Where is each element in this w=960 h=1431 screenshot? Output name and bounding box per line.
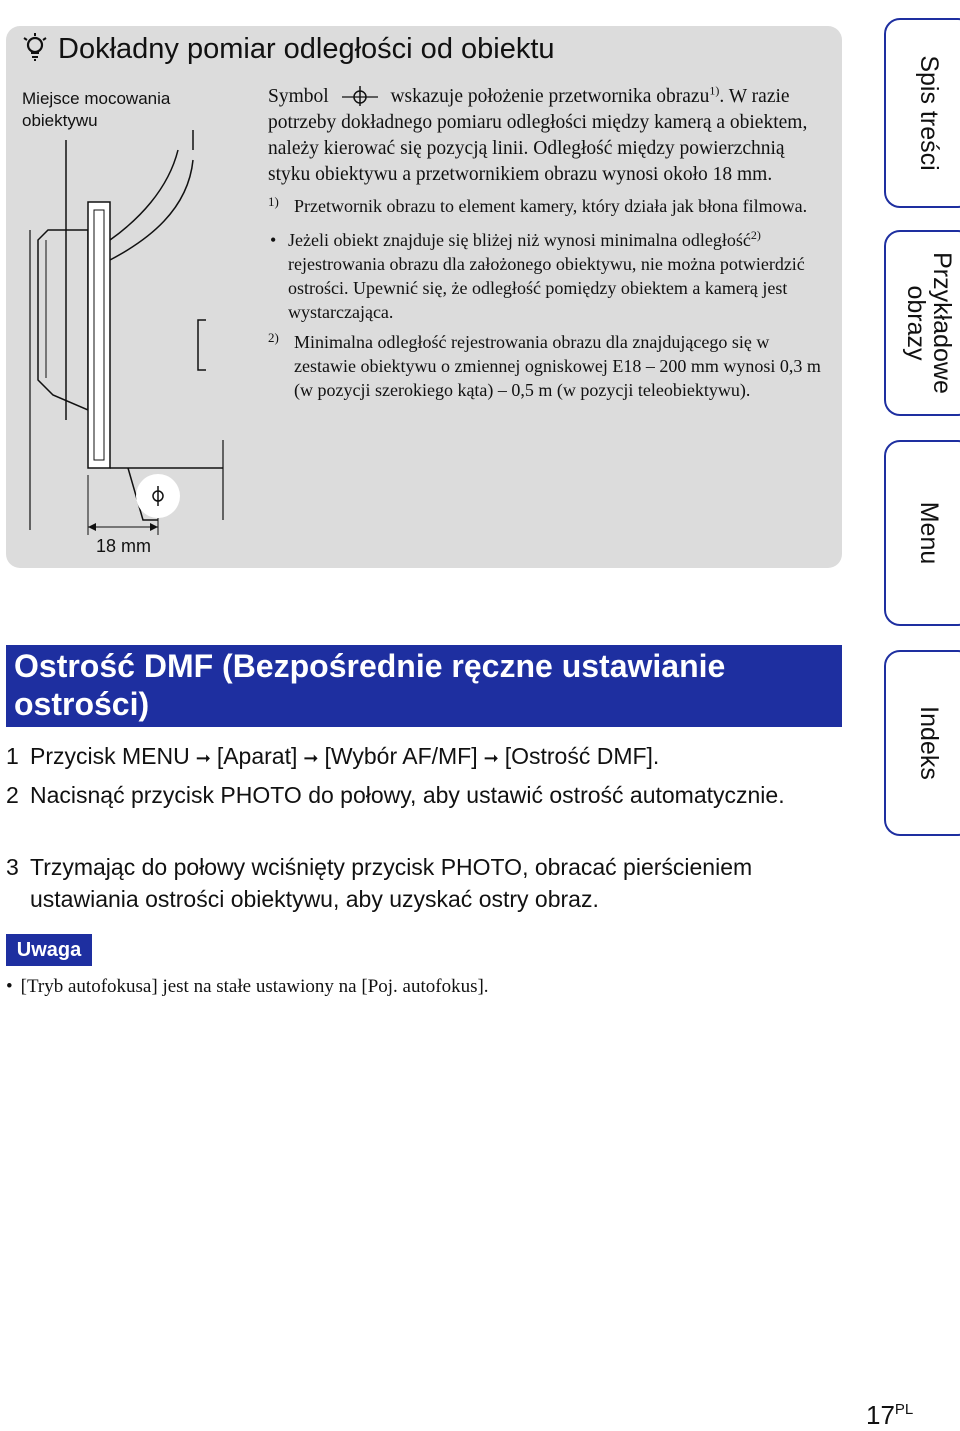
tab-sample-images[interactable]: [884, 230, 960, 416]
step-1-part: [Aparat]: [216, 743, 298, 769]
tab-menu[interactable]: [884, 440, 960, 626]
step-2: [6, 779, 836, 811]
note-item: [6, 974, 489, 1000]
arrow-right-icon: ➞: [303, 748, 319, 768]
tab-menu-label: Menu: [915, 501, 943, 565]
section-title: Ostrość DMF (Bezpośrednie ręczne ustawianie ostrości): [14, 648, 726, 722]
tip-paragraph-part2: . W razie potrzeby dokładnego pomiaru odległości między kamerą a obiektem, należy kierować się pozycją linii. Odległość między powierzchnią styku obiektywu a przetwornikiem obrazu wynosi około 18 mm.: [268, 86, 808, 185]
step-1: [6, 740, 836, 774]
page-number-value: 17: [866, 1400, 895, 1430]
symbol-word: Symbol: [268, 86, 329, 107]
footnote-2-mark: 2): [268, 330, 279, 345]
bullet-text-pre: Jeżeli obiekt znajduje się bliżej niż wynosi minimalna odległość: [288, 230, 751, 250]
footnote-1-text: Przetwornik obrazu to element kamery, który działa jak błona filmowa.: [294, 196, 808, 216]
tip-title-text: Dokładny pomiar odległości od obiektu: [58, 33, 555, 65]
page-number: [866, 1400, 913, 1431]
tab-sample-images-line2: obrazy: [902, 285, 930, 361]
footnote-ref-1: 1): [709, 83, 720, 98]
arrow-right-icon: ➞: [195, 748, 211, 768]
tip-title: [22, 32, 555, 70]
lightbulb-icon: [22, 32, 48, 70]
step-1-part: [Ostrość DMF].: [504, 743, 660, 769]
bullet-dot: •: [270, 230, 277, 250]
arrow-right-icon: ➞: [483, 748, 499, 768]
tip-paragraph: [268, 84, 823, 188]
footnote-2-text: Minimalna odległość rejestrowania obrazu dla znajdującego się w zestawie obiektywu o zmiennej ogniskowej E18 – 200 mm wynosi 0,3 m (w pozycji szerokiego kąta) – 0,5 m (w pozycji teleobiektywu).: [294, 332, 821, 400]
note-badge: Uwaga: [6, 934, 92, 966]
step-number: 3: [6, 854, 19, 880]
lens-mount-label: Miejsce mocowania obiektywu: [22, 89, 171, 130]
camera-lens-diagram: [18, 130, 248, 570]
note-item-text: [Tryb autofokusa] jest na stałe ustawiony na [Poj. autofokus].: [20, 976, 489, 997]
step-2-text: Nacisnąć przycisk PHOTO do połowy, aby ustawić ostrość automatycznie.: [30, 782, 785, 808]
step-number: 1: [6, 743, 19, 769]
tip-body: [268, 84, 823, 402]
tab-toc-label: Spis treści: [915, 55, 943, 171]
step-3-text: Trzymając do połowy wciśnięty przycisk PHOTO, obracać pierścieniem ustawiania ostrości obiektywu, aby uzyskać ostry obraz.: [30, 854, 753, 912]
tab-sample-images-line1: Przykładowe: [928, 252, 956, 394]
tip-bullet: [268, 228, 823, 324]
step-1-part: [Wybór AF/MF]: [324, 743, 478, 769]
step-1-part: Przycisk MENU: [30, 743, 190, 769]
step-3: [6, 851, 836, 915]
sensor-position-icon: [340, 86, 380, 106]
page-language-suffix: PL: [894, 1401, 914, 1418]
tab-table-of-contents[interactable]: [884, 18, 960, 208]
tab-index[interactable]: [884, 650, 960, 836]
bullet-text-post: rejestrowania obrazu dla założonego obiektywu, nie można potwierdzić ostrości. Upewnić się, że odległość pomiędzy obiektem a kamerą jest wystarczająca.: [288, 254, 805, 322]
step-1-text: [6, 740, 836, 774]
distance-label: 18 mm: [96, 536, 152, 556]
bullet-dot: •: [6, 976, 13, 997]
step-number: 2: [6, 782, 19, 808]
tab-index-label: Indeks: [915, 706, 943, 780]
footnote-1: [268, 194, 823, 218]
footnote-ref-2: 2): [750, 228, 761, 242]
tab-sample-images-label: [903, 252, 955, 394]
footnote-1-mark: 1): [268, 194, 279, 209]
footnote-2: [268, 330, 823, 402]
tip-paragraph-part1: wskazuje położenie przetwornika obrazu: [390, 86, 710, 107]
